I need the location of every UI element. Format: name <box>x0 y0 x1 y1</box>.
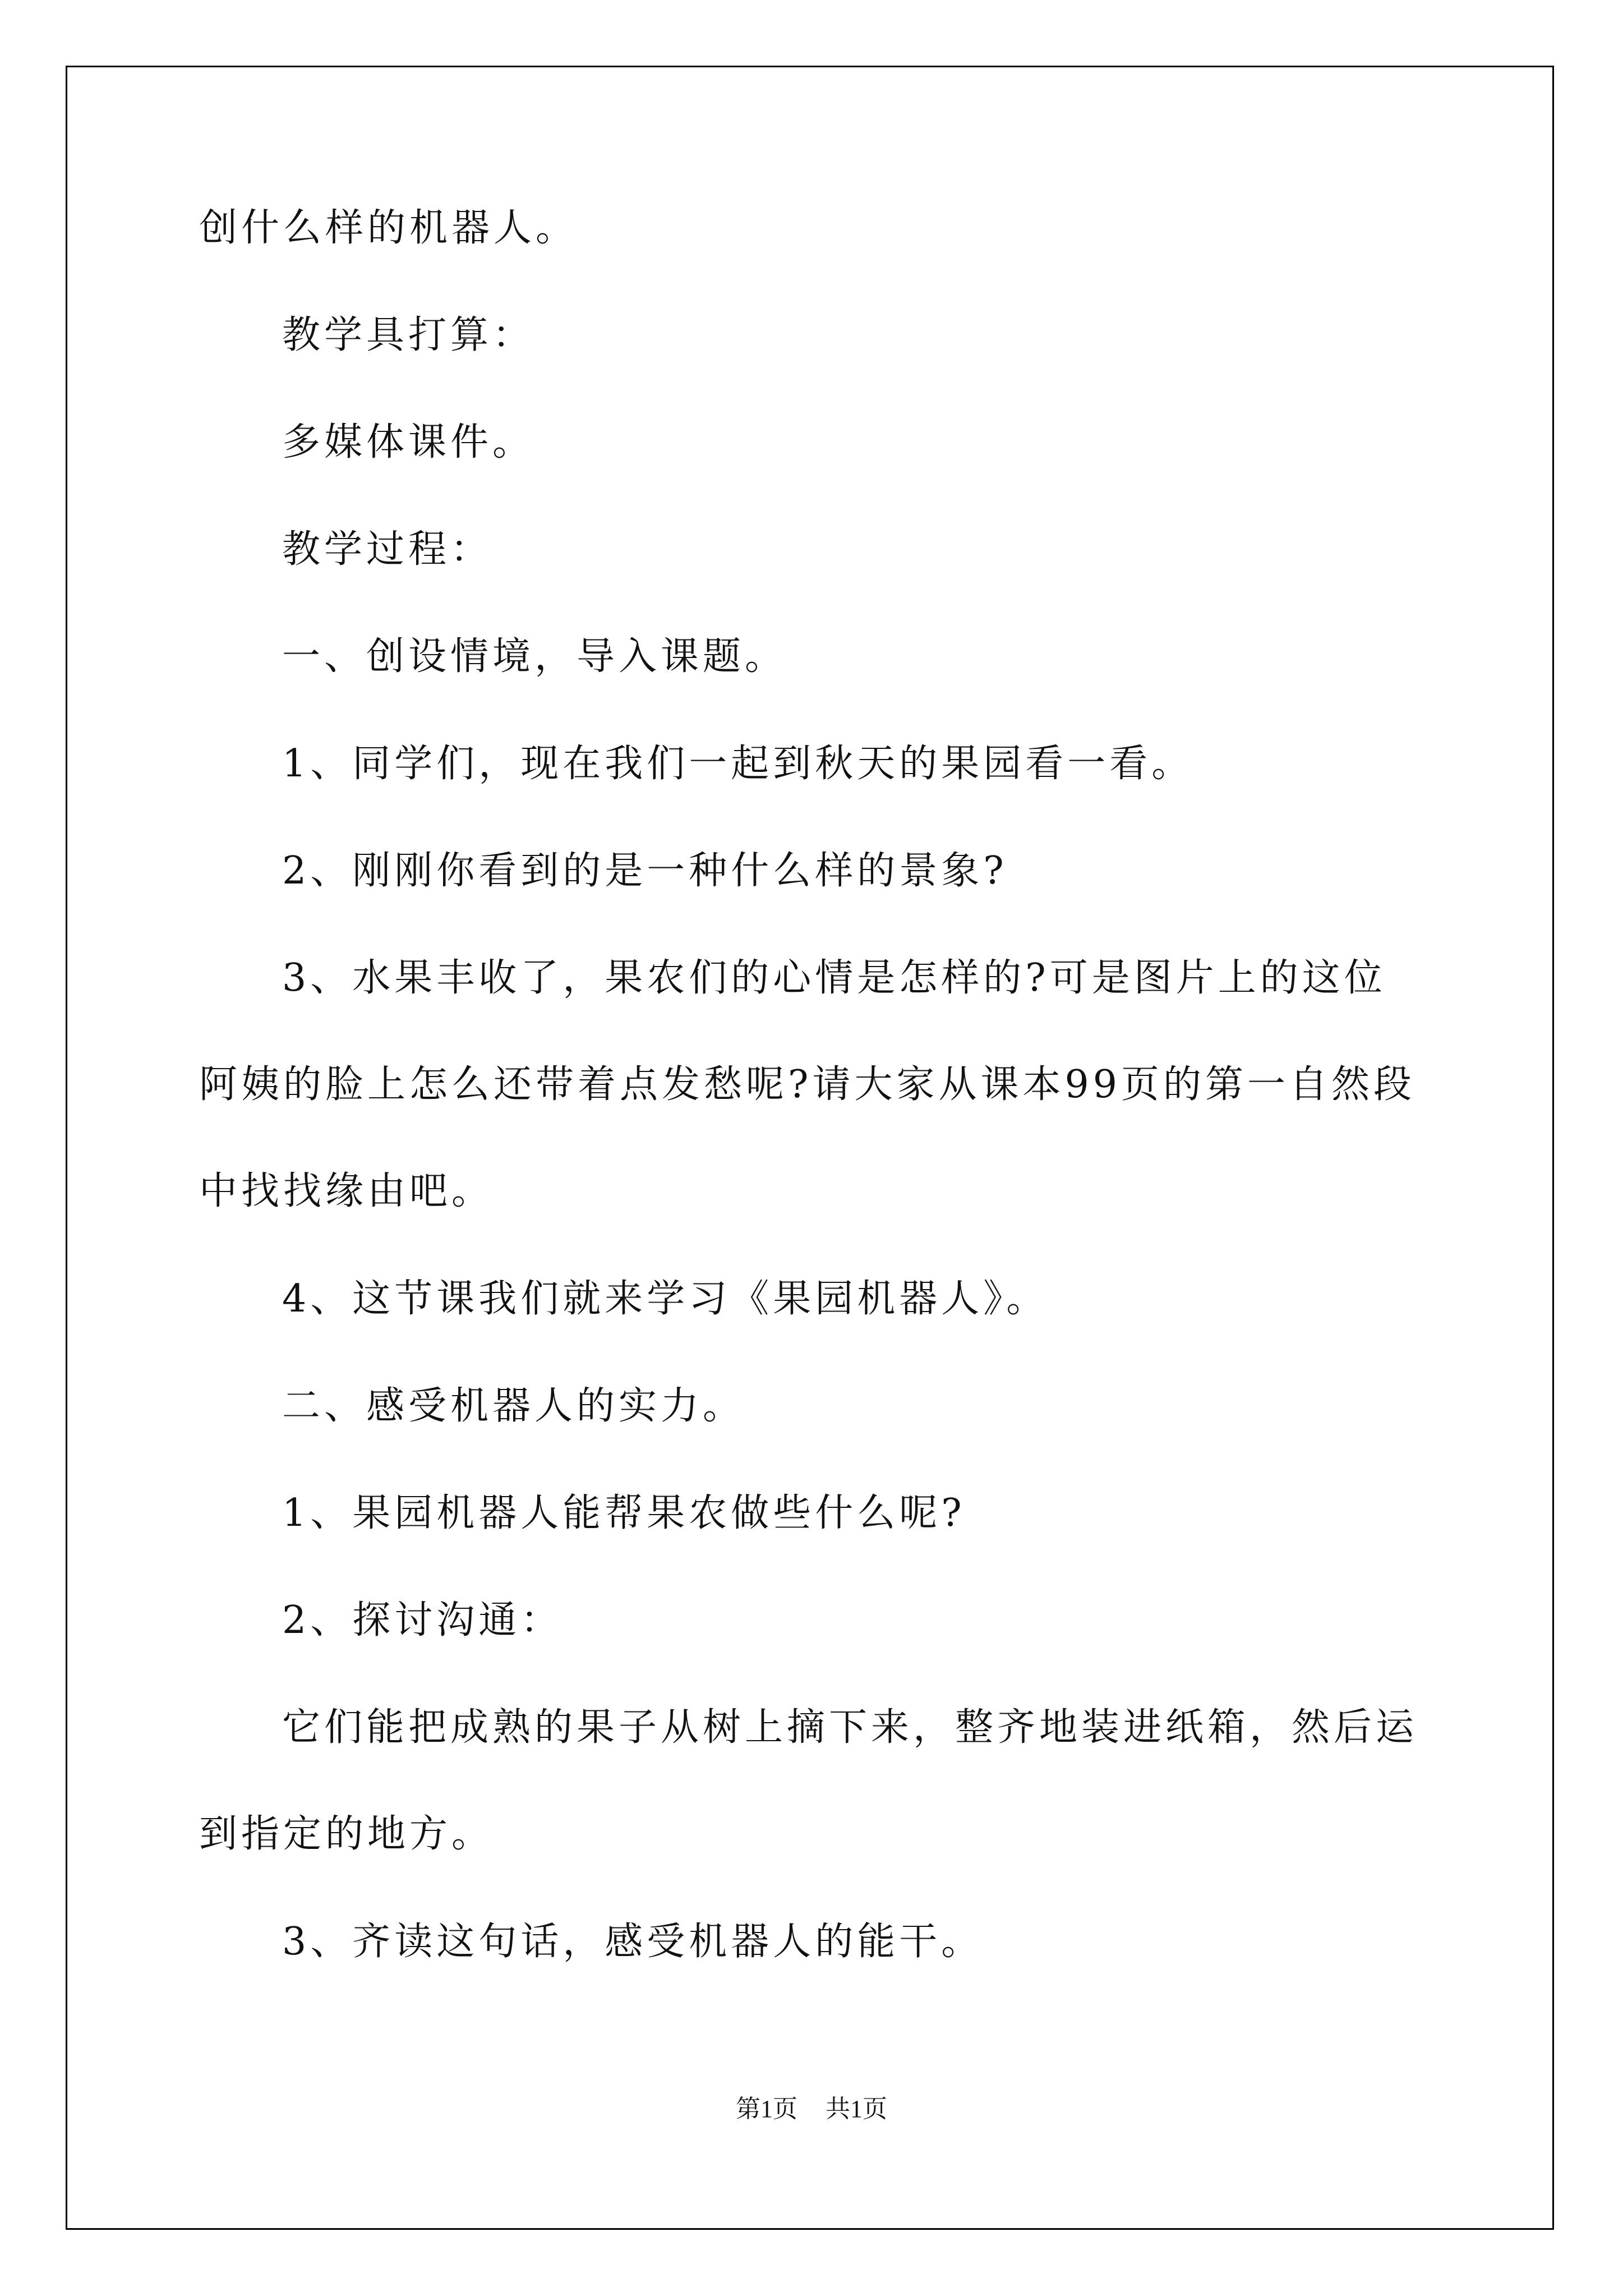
page-number: 第1页 <box>736 2095 797 2123</box>
section-heading: 一、创设情境，导入课题。 <box>282 634 787 679</box>
paragraph: 它们能把成熟的果子从树上摘下来，整齐地装进纸箱，然后运到指定的地方。 <box>199 1705 1418 1856</box>
page-footer <box>0 2088 1623 2124</box>
paragraph: 多媒体课件。 <box>282 420 535 464</box>
paragraph: 3、水果丰收了，果农们的心情是怎样的?可是图片上的这位阿姨的脸上怎么还带着点发愁呢?请大家从课本99页的第一自然段中找找缘由吧。 <box>199 956 1415 1213</box>
paragraph: 创什么样的机器人。 <box>199 206 578 250</box>
paragraph: 3、齐读这句话，感受机器人的能干。 <box>282 1920 984 1964</box>
paragraph: 教学具打算： <box>282 313 535 357</box>
paragraph: 1、果园机器人能帮果农做些什么呢? <box>282 1491 966 1535</box>
page-total: 共1页 <box>826 2095 887 2123</box>
paragraph: 2、刚刚你看到的是一种什么样的景象? <box>282 849 1008 893</box>
paragraph: 4、这节课我们就来学习《果园机器人》。 <box>282 1277 1049 1321</box>
paragraph: 1、同学们，现在我们一起到秋天的果园看一看。 <box>282 742 1194 786</box>
section-heading: 二、感受机器人的实力。 <box>282 1384 745 1428</box>
paragraph: 2、探讨沟通： <box>282 1598 563 1642</box>
document-body <box>199 201 1422 2022</box>
paragraph: 教学过程： <box>282 527 493 572</box>
